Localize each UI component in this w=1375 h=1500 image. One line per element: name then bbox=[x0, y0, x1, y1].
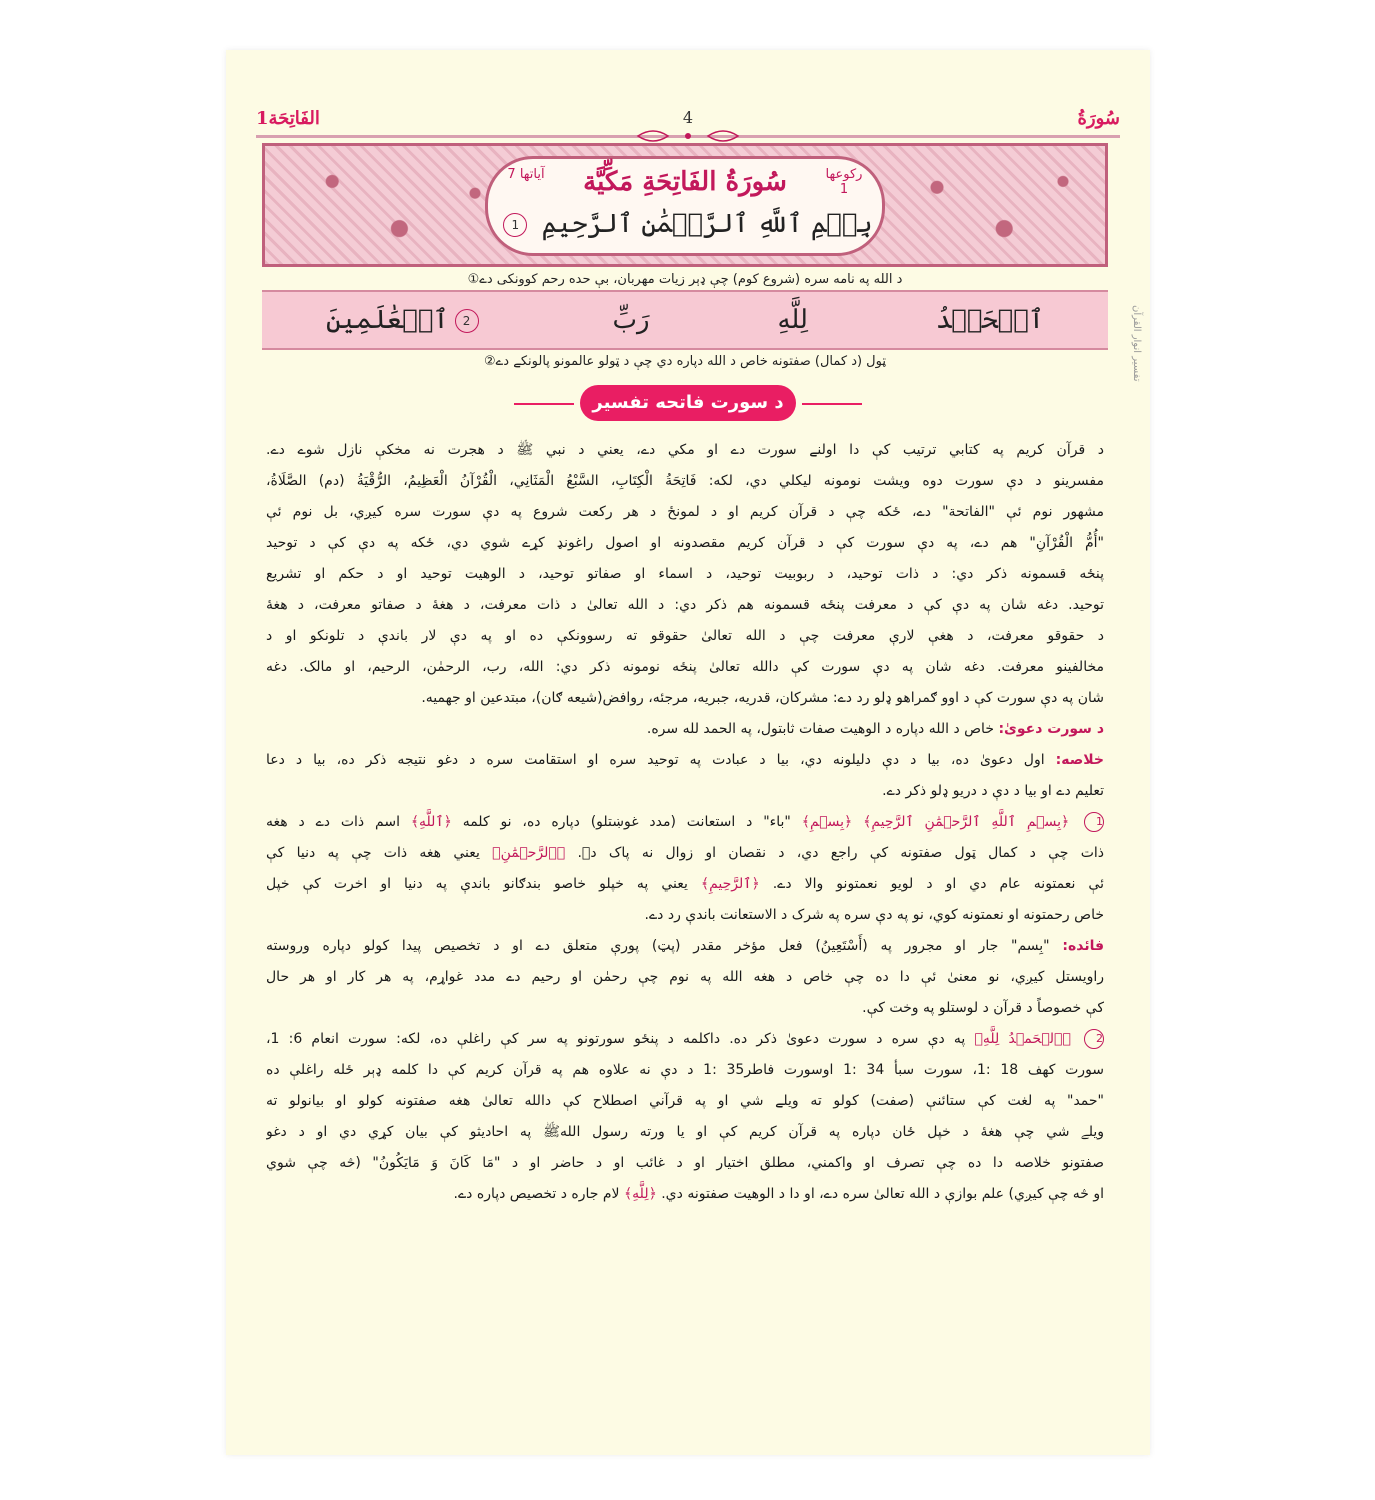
body-line: مفسرينو د دې سورت دوه ويشت نومونه ليکلي دي، لکه: فَاتِحَةُ الْكِتَابِ، السَّبْعُ الْمَثَانِي، الْقُرْآنُ الْعَظِيمُ، الرُّقْيَةُ (دم) الصَّلَاةُ، bbox=[266, 473, 1104, 489]
commentary-number-1: 1 bbox=[1084, 812, 1104, 832]
summary-line bbox=[266, 745, 1104, 776]
commentary-text: په دې سره د سورت دعوىٰ ذکر ده. داکلمه د پنځو سورتونو په سر کې راغلې ده، لکه: سورت انعام 6: 1، bbox=[266, 1031, 966, 1047]
benefit-line bbox=[266, 931, 1104, 962]
ayah-count-left: آياتها 7 bbox=[507, 167, 545, 182]
verse-2-word: رَبِّ bbox=[612, 305, 650, 335]
summary-text: اول دعوىٰ ده، بيا د دې دليلونه دي، بيا د عبادت په توحيد سره او استقامت سره د دغو نتيجه ذکر ده، بيا د دعا bbox=[266, 752, 1045, 768]
quran-phrase: ﴿بِسۡمِ﴾ bbox=[801, 814, 853, 830]
section-title: د سورت فاتحه تفسير bbox=[580, 385, 796, 421]
surah-banner bbox=[262, 143, 1108, 267]
verse-number-2: 2 bbox=[455, 309, 479, 333]
commentary-number-2: 2 bbox=[1084, 1029, 1104, 1049]
quran-phrase: ﴿لِلَّهِ﴾ bbox=[623, 1186, 657, 1202]
commentary-text: لام جاره د تخصيص دپاره دے. bbox=[453, 1186, 620, 1202]
verse-2-commentary-line: ويلے شي چې هغهٔ د خپل ځان دپاره په قرآن کريم کې او يا ورته رسول اللهﷺ په احاديثو کې بيان کړي دي او د دغو bbox=[266, 1124, 1104, 1140]
body-line: د قرآن کريم په کتابي ترتيب کې دا اولنے سورت دے او مکي دے، يعني د نبي ﷺ د هجرت نه مخکې نازل شوے دے. bbox=[266, 442, 1104, 458]
benefit-line: راويستل کيږي، نو معنیٰ ئې دا ده چې خاص د هغه الله په نوم چې رحمٰن او رحيم دے مدد غواړم، په هر کار او هر حال bbox=[266, 969, 1104, 985]
claim-text: خاص د الله دپاره د الوهيت صفات ثابتول، په الحمد لله سره. bbox=[646, 721, 994, 737]
verse-2-commentary-line: صفتونو خلاصه دا ده چې تصرف او واکمني، مطلق اختيار او د غائب او د حاضر او د "مَا كَانَ وَ مَايَكُونُ" (څه چې شوي bbox=[266, 1155, 1104, 1171]
commentary-text: يعني هغه ذات چې په دنيا کې bbox=[266, 845, 480, 861]
benefit-line: کې خصوصاً د قرآن د لوستلو په وخت کې. bbox=[862, 1000, 1104, 1016]
verse-2-commentary-line bbox=[266, 1024, 1104, 1055]
summary-cont-line: تعليم دے او بيا د دې د دريو ډلو ذکر دے. bbox=[882, 783, 1104, 799]
verse-number-1: 1 bbox=[503, 213, 527, 237]
quran-phrase: ﴿ٱلرَّحۡمَٰنِ﴾ bbox=[492, 845, 566, 861]
benefit-label: فائده: bbox=[1062, 938, 1104, 954]
book-page bbox=[226, 50, 1150, 1455]
verse-2-word bbox=[326, 305, 485, 335]
commentary-text: يعني په خپلو خاصو بندګانو باندې په دنيا او اخرت کې خپل bbox=[266, 876, 688, 892]
verse-1-commentary-line bbox=[266, 807, 1104, 838]
header-surah-label: سُورَةُ bbox=[1077, 108, 1120, 129]
body-line: د حقوقو معرفت، د هغې لارې معرفت چې د الله تعالیٰ حقوقو ته رسوونکې ده او په دې لار باندې د تلونکو او د bbox=[266, 628, 1104, 644]
verse-2-last-word: ٱلۡعَٰلَمِينَ bbox=[325, 305, 449, 335]
verse-2-band bbox=[262, 290, 1108, 350]
verse-2-commentary-line: سورت کهف 18 :1، سورت سبأ 34 :1 اوسورت فاطر35 :1 د دې نه علاوه هم په قرآن کريم کې دا کلمه ډېر ځله راغلې ده bbox=[266, 1062, 1104, 1078]
commentary-text: "باء" د استعانت (مدد غوښتلو) دپاره ده، نو کلمه bbox=[462, 814, 791, 830]
translation-verse-2: ټول (د کمال) صفتونه خاص د الله دپاره دي چې د ټولو عالمونو پالونکے دے② bbox=[484, 354, 886, 369]
body-line: توحيد. دغه شان په دې کې د معرفت پنځه قسمونه هم ذکر دي: د الله تعالیٰ د ذات معرفت، د هغهٔ د صفاتو معرفت، د هغهٔ bbox=[266, 597, 1104, 613]
body-line: "أُمُّ الْقُرْآنِ" هم دے، په دې سورت کې د قرآن کريم مقصدونه او اصول راغونډ کړے شوي دي، ځکه په دې کې د توحيد bbox=[266, 535, 1104, 551]
quran-phrase: ﴿ٱللَّهِ﴾ bbox=[410, 814, 452, 830]
ruku-count-right: رکوعها 1 bbox=[825, 167, 863, 197]
summary-label: خلاصه: bbox=[1055, 752, 1104, 768]
page-number: 4 bbox=[682, 108, 694, 127]
verse-1-commentary-line: خاص رحمتونه او نعمتونه کوي، نو په دې سره په شرک د الاستعانت باندې رد دے. bbox=[644, 907, 1104, 923]
surah-cartouche bbox=[485, 156, 885, 256]
basmala bbox=[488, 209, 882, 239]
verse-2-word: لِلَّهِ bbox=[777, 305, 808, 335]
body-line: مشهور نوم ئې "الفاتحة" دے، ځکه چې د قرآن کريم او د لمونځ د هر رکعت شروع په دې سورت سره کيږي، بل نوم ئې bbox=[266, 504, 1104, 520]
verse-2-commentary-line: "حمد" په لغت کې ستائنې (صفت) کولو ته ويلے شي او په قرآني اصطلاح کې دالله تعالیٰ هغه صفتونه کولو او بيانولو ته bbox=[266, 1093, 1104, 1109]
header-rule bbox=[256, 135, 1120, 138]
verse-1-commentary-line bbox=[266, 838, 1104, 869]
surah-title: سُورَةُ الفَاتِحَةِ مَكِّيَّة bbox=[583, 167, 787, 197]
basmala-text: بِسۡمِ ٱللَّهِ ٱلرَّحۡمَٰنِ ٱلرَّحِيمِ bbox=[541, 209, 873, 239]
verse-1-commentary-line bbox=[266, 869, 1104, 900]
quran-phrase: ﴿بِسۡمِ ٱللَّهِ ٱلرَّحۡمَٰنِ ٱلرَّحِيمِ﴾ bbox=[863, 814, 1070, 830]
translation-verse-1: د الله په نامه سره (شروع کوم) چې ډېر زيات مهربان، بې حده رحم کوونکی دے① bbox=[467, 272, 903, 287]
commentary-text: ذات چې د کمال ټول صفتونه کې راجع دي، د نقصان او زوال نه پاک دے. bbox=[577, 845, 1104, 861]
claim-label: د سورت دعوىٰ: bbox=[998, 721, 1104, 737]
side-margin-note: تفسير انوار القرآن bbox=[1131, 305, 1142, 382]
header-surah-name: الفَاتِحَة1 bbox=[256, 108, 320, 129]
quran-phrase: ﴿ٱلۡحَمۡدُ لِلَّهِ﴾ bbox=[974, 1031, 1071, 1047]
body-line: پنځه قسمونه ذکر دي: د ذات توحيد، د ربوبيت توحيد، د اسماء او صفاتو توحيد، د الوهيت توحيد او د حکم او تشريع bbox=[266, 566, 1104, 582]
body-line: شان په دې سورت کې د اوو ګمراهو ډلو رد دے: مشرکان، قدريه، جبريه، مرجئه، روافض(شيعه ګان)، مبتدعين او جهميه. bbox=[421, 690, 1104, 706]
benefit-text: "بِسم" جار او مجرور په (أَسْتَعِينُ) فعل مؤخر مقدر (پټ) پورې متعلق دے او د تخصيص پيدا کولو دپاره وروسته bbox=[266, 938, 1050, 954]
commentary-text: ئې نعمتونه عام دي او د لويو نعمتونو والا دے. bbox=[772, 876, 1104, 892]
quran-phrase: ﴿ٱلرَّحِيمِ﴾ bbox=[700, 876, 760, 892]
commentary-text: او څه چې کيږي) علم بوازې د الله تعالیٰ سره دے، او دا د الوهيت صفتونه دي. bbox=[661, 1186, 1104, 1202]
commentary-text: اسم ذات دے د هغه bbox=[266, 814, 400, 830]
claim-line bbox=[266, 714, 1104, 745]
verse-2-commentary-line bbox=[266, 1179, 1104, 1210]
body-line: مخالفينو معرفت. دغه شان په دې سورت کې دالله تعالیٰ پنځه نومونه ذکر دي: الله، رب، الرحمٰن، الرحيم، او مالک. دغه bbox=[266, 659, 1104, 675]
verse-2-word: ٱلۡحَمۡدُ bbox=[935, 305, 1044, 335]
tafsir-body bbox=[266, 435, 1104, 1210]
